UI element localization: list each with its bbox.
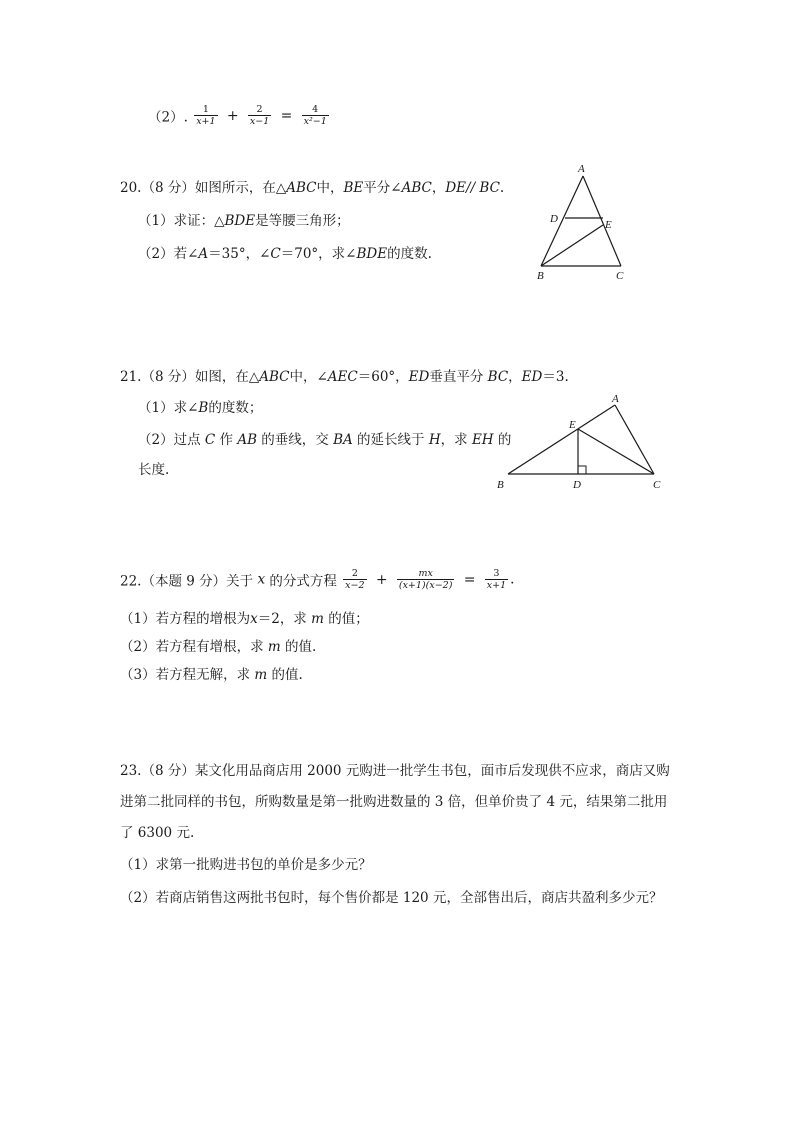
right-angle-mark bbox=[578, 466, 586, 474]
q23-line1: 23.（8 分）某文化用品商店用 2000 元购进一批学生书包，面市后发现供不应求，商店又购 bbox=[120, 763, 670, 779]
q20-part2: （2）若∠A＝35°，∠C＝70°，求∠BDE的度数. bbox=[138, 246, 432, 262]
q22-part1: （1）若方程的增根为x＝2，求 m 的值； bbox=[120, 611, 369, 627]
label-a: A bbox=[612, 393, 619, 405]
label-e: E bbox=[569, 419, 576, 431]
q20-part1: （1）求证：△BDE是等腰三角形； bbox=[138, 213, 350, 229]
q23-part1: （1）求第一批购进书包的单价是多少元？ bbox=[120, 857, 372, 873]
label-c: C bbox=[653, 479, 661, 491]
q21-question: 21.（8 分）如图，在△ABC中，∠AEC＝60°，ED垂直平分 BC，ED＝3. bbox=[120, 369, 569, 385]
q20-triangle-figure bbox=[528, 160, 638, 285]
fraction: $\frac{1}{x+1}$ bbox=[196, 104, 216, 127]
side-ba bbox=[508, 405, 615, 474]
q22-part2: （2）若方程有增根，求 m 的值. bbox=[120, 639, 317, 655]
label-d: D bbox=[573, 479, 581, 491]
side-ac bbox=[583, 176, 621, 266]
segment-ec bbox=[578, 429, 654, 474]
fraction: $\frac{mx}{(x+1)(x-2)}$ bbox=[398, 568, 453, 591]
q21-part1: （1）求∠B的度数； bbox=[138, 400, 263, 416]
label-b: B bbox=[537, 270, 544, 282]
label-a: A bbox=[578, 163, 585, 175]
fraction: $\frac{4}{\text{x²−1}}$ bbox=[303, 104, 327, 127]
q22-part3: （3）若方程无解，求 m 的值. bbox=[120, 667, 303, 683]
label-d: D bbox=[550, 213, 558, 225]
q23-part2: （2）若商店销售这两批书包时，每个售价都是 120 元，全部售出后，商店共盈利多少元？ bbox=[120, 890, 663, 906]
q19-part2-label: （2）. bbox=[148, 109, 188, 126]
q21-triangle-figure bbox=[492, 390, 672, 495]
q20-question: 20.（8 分）如图所示，在△ABC中，BE平分∠ABC，DE// BC. bbox=[120, 180, 505, 196]
side-ac bbox=[615, 405, 654, 474]
q21-part2: （2）过点 C 作 AB 的垂线，交 BA 的延长线于 H，求 EH 的 bbox=[138, 432, 512, 448]
q23-line3: 了 6300 元. bbox=[120, 825, 195, 841]
fraction: $\frac{2}{x-1}$ bbox=[249, 104, 270, 127]
label-e: E bbox=[605, 219, 612, 231]
label-c: C bbox=[616, 270, 624, 282]
q21-part2-cont: 长度. bbox=[138, 462, 170, 478]
fraction: $\frac{2}{x-2}$ bbox=[345, 568, 365, 591]
label-b: B bbox=[497, 479, 504, 491]
q23-line2: 进第二批同样的书包，所购数量是第一批购进数量的 3 倍，但单价贵了 4 元，结果第二批用 bbox=[120, 794, 668, 810]
q19-part2-equation: （2）. $\frac{1}{x+1}$ + $\frac{2}{x-1}$ = $\frac{4}{\text{x²−1}}$ bbox=[148, 104, 327, 127]
fraction: $\frac{3}{x+1}$ bbox=[486, 568, 507, 591]
q22-question: 22.（本题 9 分）关于 x 的分式方程 $\frac{2}{x-2}$ + $\frac{mx}{(x+1)(x-2)}$ = $\frac{3}{x+1}$ . bbox=[120, 568, 515, 591]
